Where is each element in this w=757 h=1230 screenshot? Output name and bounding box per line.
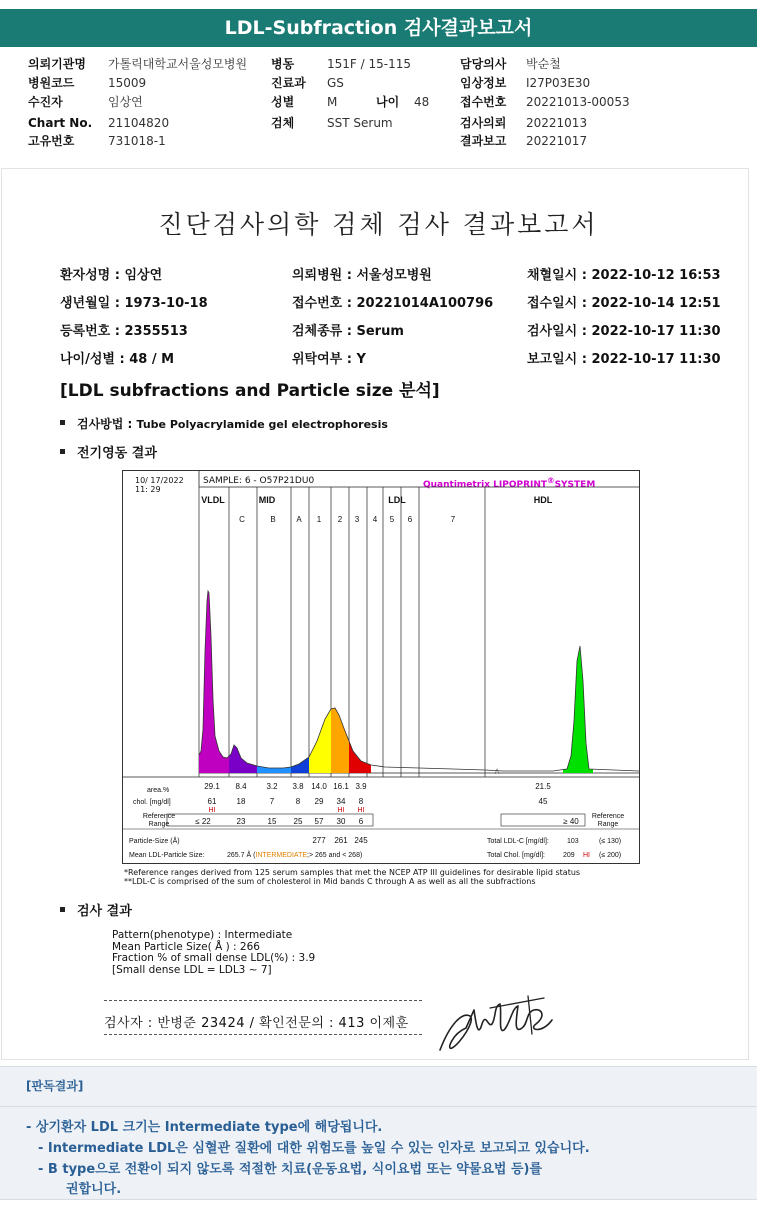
header-value: GS [327, 76, 344, 90]
area-value: 3.9 [355, 782, 367, 791]
info-field: 접수일시 : 2022-10-14 12:51 [527, 296, 721, 311]
info-field: 채혈일시 : 2022-10-12 16:53 [527, 268, 721, 283]
brand-name: Quantimetrix LIPOPRINT [423, 480, 548, 490]
particle-size: 245 [354, 836, 368, 845]
divider [104, 1034, 422, 1035]
chol-value: 18 [236, 797, 246, 806]
header-value: I27P03E30 [526, 76, 591, 90]
group-label: HDL [533, 495, 553, 505]
ref-value: 30 [336, 817, 346, 826]
header-label: 검사의뢰 [460, 116, 507, 130]
info-field: 나이/성별 : 48 / M [60, 352, 175, 367]
row-label: Reference [591, 813, 625, 820]
total-ldl-value: 103 [567, 838, 579, 845]
header-label: 담당의사 [460, 57, 507, 71]
header-value: 가톨릭대학교서울성모병원 [108, 57, 248, 71]
chol-flag: HI [357, 807, 365, 814]
header-value: 15009 [108, 76, 147, 90]
chol-value: 29 [314, 797, 324, 806]
row-label: chol. [mg/dl] [133, 799, 171, 806]
info-field: 의뢰병원 : 서울성모병원 [292, 268, 432, 283]
info-field: 생년월일 : 1973-10-18 [60, 296, 208, 311]
section-title: [LDL subfractions and Particle size 분석] [60, 381, 440, 401]
header-value: 20221013 [526, 116, 588, 130]
opinion-line: - B type으로 전환이 되지 않도록 적절한 치료(운동요법, 식이요법 또는 약물요법 등)를 [38, 1162, 543, 1177]
header-label: 고유번호 [28, 134, 75, 148]
info-field: 보고일시 : 2022-10-17 11:30 [527, 352, 721, 367]
header-label: 검체 [271, 116, 295, 130]
fraction-area [349, 741, 371, 773]
result-line: Pattern(phenotype) : Intermediate [112, 929, 293, 941]
header-label: 진료과 [271, 76, 306, 90]
header-value: 731018-1 [108, 134, 166, 148]
opinion-label: [판독결과] [26, 1079, 84, 1093]
result-summary [112, 930, 315, 976]
report-document-title: 진단검사의학 검체 검사 결과보고서 [158, 210, 599, 239]
group-label: MID [258, 495, 276, 505]
brand-suffix: SYSTEM [554, 480, 596, 490]
info-field: 접수번호 : 20221014A100796 [292, 296, 494, 311]
ref-value: ≤ 22 [195, 817, 211, 826]
band-label: B [270, 515, 276, 524]
info-field: 환자성명 : 임상연 [60, 268, 163, 283]
divider [104, 1000, 422, 1001]
method-value: Tube Polyacrylamide gel electrophoresis [136, 418, 388, 431]
chart-notes [124, 868, 580, 886]
ref-value: 25 [293, 817, 303, 826]
electro-line [60, 442, 157, 461]
fraction-area [291, 757, 309, 773]
chart-date: 10/ 17/2022 [135, 476, 184, 485]
area-value: 3.2 [266, 782, 278, 791]
band-label: 4 [372, 515, 378, 524]
row-label: Reference [142, 813, 176, 820]
info-field: 위탁여부 : Y [292, 352, 366, 367]
opinion-line: - 상기환자 LDL 크기는 Intermediate type에 해당됩니다. [26, 1120, 383, 1135]
age-value: 48 [414, 95, 430, 109]
particle-size: 261 [334, 836, 348, 845]
header-label: 접수번호 [460, 95, 507, 109]
method-label: 검사방법 : [77, 417, 137, 431]
fraction-area [563, 646, 593, 773]
area-value: 14.0 [311, 782, 327, 791]
header-label: 수진자 [28, 95, 63, 109]
divider [0, 1106, 757, 1107]
result-line: Fraction % of small dense LDL(%) : 3.9 [112, 952, 316, 964]
header-label: 의뢰기관명 [28, 57, 86, 71]
header-label: 결과보고 [460, 134, 507, 148]
report-title-bar: LDL-Subfraction 검사결과보고서 [0, 9, 757, 47]
header-value: 임상연 [108, 95, 143, 109]
row-label: Range [597, 821, 619, 828]
area-value: 21.5 [535, 782, 551, 791]
bullet-icon [60, 420, 65, 425]
signature-image [432, 994, 562, 1056]
mean-value: 265.7 Å ( [227, 852, 256, 859]
chol-value: 61 [207, 797, 217, 806]
fraction-area [199, 591, 229, 773]
header-value: SST Serum [327, 116, 393, 130]
row-label: Mean LDL-Particle Size: [129, 852, 205, 859]
result-line: [Small dense LDL = LDL3 ~ 7] [112, 963, 272, 976]
row-label: area.% [147, 787, 170, 794]
header-label: 성별 [271, 95, 295, 109]
opinion-line: - Intermediate LDL은 심혈관 질환에 대한 위험도를 높일 수 있는 인자로 보고되고 있습니다. [38, 1141, 590, 1156]
note-line: **LDL-C is comprised of the sum of cholesterol in Mid bands C through A as well as all the subfractions [124, 877, 536, 886]
ref-value: 57 [314, 817, 324, 826]
age-label: 나이 [376, 95, 400, 109]
band-label: C [239, 515, 245, 524]
band-label: 5 [389, 515, 395, 524]
bullet-icon [60, 449, 65, 454]
bullet-icon [60, 907, 65, 912]
total-chol-label: Total Chol. [mg/dl]: [487, 852, 545, 859]
chart-sample: SAMPLE: 6 - O57P21DU0 [203, 476, 315, 486]
area-value: 3.8 [292, 782, 304, 791]
lipoprint-chart [122, 470, 640, 864]
header-label: 병원코드 [28, 76, 75, 90]
info-field: 등록번호 : 2355513 [60, 324, 188, 339]
header-label: Chart No. [28, 116, 93, 130]
band-label: 7 [450, 515, 456, 524]
header-value: 20221017 [526, 134, 588, 148]
note-line: *Reference ranges derived from 125 serum samples that met the NCEP ATP III guidelines for desirable lipid status [124, 868, 581, 877]
brand-mark: ® [547, 476, 555, 485]
chart-svg [123, 471, 639, 863]
group-label: VLDL [201, 495, 225, 505]
total-chol-value: 209 [563, 852, 575, 859]
fraction-area [229, 745, 257, 773]
chol-value: 7 [269, 797, 275, 806]
ref-value: 15 [267, 817, 277, 826]
chol-value: 34 [336, 797, 346, 806]
electro-label: 전기영동 결과 [77, 446, 157, 461]
result-line: Mean Particle Size( Å ) : 266 [112, 940, 260, 953]
ref-value: 23 [236, 817, 246, 826]
particle-size: 277 [312, 836, 326, 845]
mean-range: ;> 265 and < 268) [307, 852, 363, 859]
opinion-line: 권합니다. [66, 1182, 122, 1197]
header-value: M [327, 95, 338, 109]
mean-size [227, 850, 362, 859]
group-label: LDL [388, 495, 406, 505]
area-value: 8.4 [235, 782, 247, 791]
info-field: 검사일시 : 2022-10-17 11:30 [527, 324, 721, 339]
total-ldl-ref: (≤ 130) [599, 838, 622, 845]
band-label: A [296, 515, 302, 524]
band-label: 6 [407, 515, 413, 524]
area-value: 16.1 [333, 782, 349, 791]
total-ldl-label: Total LDL-C [mg/dl]: [487, 838, 549, 845]
header-value: 21104820 [108, 116, 170, 130]
chol-flag: HI [337, 807, 345, 814]
ref-value: 6 [358, 817, 364, 826]
band-label: 3 [354, 515, 360, 524]
signer-line: 검사자 : 반병준 23424 / 확인전문의 : 413 이제훈 [104, 1016, 409, 1031]
ref-value: ≥ 40 [563, 817, 579, 826]
row-label: Particle-Size (Å) [129, 838, 180, 845]
row-label: Range [148, 821, 170, 828]
band-label: 1 [316, 515, 322, 524]
header-label: 병동 [271, 57, 295, 71]
mean-class: INTERMEDIATE [255, 852, 308, 859]
chart-time: 11: 29 [135, 485, 161, 494]
area-value: 29.1 [204, 782, 220, 791]
chol-value: 8 [358, 797, 364, 806]
header-value: 20221013-00053 [526, 95, 630, 109]
header-label: 임상정보 [460, 76, 507, 90]
total-chol-ref: (≤ 200) [599, 852, 622, 859]
chol-value: 8 [295, 797, 301, 806]
fraction-area [309, 709, 331, 773]
header-value: 151F / 15-115 [327, 57, 411, 71]
total-chol-flag: HI [583, 852, 590, 859]
header-value: 박순철 [526, 57, 561, 71]
result-label: 검사 결과 [77, 904, 132, 919]
chol-flag: HI [208, 807, 216, 814]
info-field: 검체종류 : Serum [292, 324, 404, 339]
method-line [60, 415, 388, 432]
result-heading [60, 900, 132, 919]
chol-value: 45 [538, 797, 548, 806]
band-label: 2 [337, 515, 343, 524]
